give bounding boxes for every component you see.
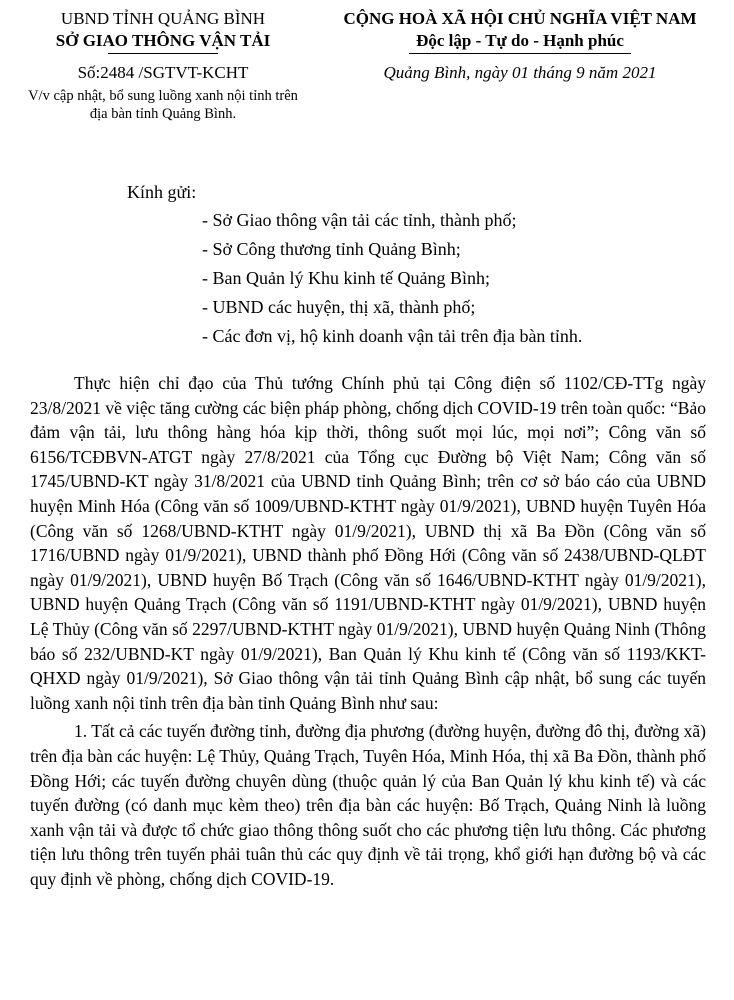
motto-underline bbox=[409, 53, 631, 54]
recipient-item: - Ban Quản lý Khu kinh tế Quảng Bình; bbox=[202, 268, 490, 288]
national-motto: Độc lập - Tự do - Hạnh phúc bbox=[416, 31, 624, 50]
document-number: Số:2484 /SGTVT-KCHT bbox=[77, 63, 249, 82]
recipient-item: - Các đơn vị, hộ kinh doanh vận tải trên địa bàn tỉnh. bbox=[202, 326, 583, 346]
document-body bbox=[30, 371, 706, 891]
body-paragraph-2: 1. Tất cả các tuyến đường tỉnh, đường địa phương (đường huyện, đường đô thị, đường xã) trên địa bàn các huyện: Lệ Thủy, Quảng Trạch, Tuyên Hóa, Minh Hóa, thị xã Ba Đồn, thành phố Đồng Hới; các tuyến đường chuyên dùng (thuộc quản lý của Ban Quản lý khu kinh tế) và các tuyến đường (có danh mục kèm theo) trên địa bàn các huyện: Bố Trạch, Quảng Ninh là luồng xanh vận tải và được tổ chức giao thông thông suốt cho các phương tiện lưu thông. Các phương tiện lưu thông trên tuyến phải tuân thủ các quy định về tải trọng, khổ giới hạn đường bộ và các quy định về phòng, chống dịch COVID-19. bbox=[30, 721, 706, 889]
recipient-item: - Sở Giao thông vận tải các tỉnh, thành phố; bbox=[202, 210, 517, 230]
issuer-org: SỞ GIAO THÔNG VẬN TẢI bbox=[55, 31, 271, 50]
document-subject: V/v cập nhật, bổ sung luồng xanh nội tỉnh trên địa bàn tỉnh Quảng Bình. bbox=[28, 88, 298, 122]
salutation: Kính gửi: bbox=[127, 182, 197, 202]
issuer-header bbox=[18, 8, 308, 123]
recipient-list bbox=[202, 206, 582, 351]
document-date: Quảng Bình, ngày 01 tháng 9 năm 2021 bbox=[383, 63, 657, 82]
recipient-item: - UBND các huyện, thị xã, thành phố; bbox=[202, 297, 476, 317]
national-header bbox=[320, 8, 720, 84]
body-paragraph-1: Thực hiện chỉ đạo của Thủ tướng Chính phủ tại Công điện số 1102/CĐ-TTg ngày 23/8/2021 về việc tăng cường các biện pháp phòng, chống dịch COVID-19 trên toàn quốc: “Bảo đảm vận tải, lưu thông hàng hóa kịp thời, thông suốt mọi lúc, mọi nơi”; Công văn số 6156/TCĐBVN-ATGT ngày 27/8/2021 của Tổng cục Đường bộ Việt Nam; Công văn số 1745/UBND-KT ngày 31/8/2021 của UBND tỉnh Quảng Bình; trên cơ sở báo cáo của UBND huyện Minh Hóa (Công văn số 1009/UBND-KTHT ngày 01/9/2021), UBND huyện Tuyên Hóa (Công văn số 1268/UBND-KTHT ngày 01/9/2021), UBND thị xã Ba Đồn (Công văn số 1716/UBND ngày 01/9/2021), UBND thành phố Đồng Hới (Công văn số 2438/UBND-QLĐT ngày 01/9/2021), UBND huyện Bố Trạch (Công văn số 1646/UBND-KTHT ngày 01/9/2021), UBND huyện Quảng Trạch (Công văn số 1191/UBND-KTHT ngày 01/9/2021), UBND huyện Lệ Thủy (Công văn số 2297/UBND-KTHT ngày 01/9/2021), UBND huyện Quảng Ninh (Thông báo số 232/UBND-KT ngày 01/9/2021), Ban Quản lý Khu kinh tế (Công văn số 1193/KKT-QHXD ngày 01/9/2021), Sở Giao thông vận tải tỉnh Quảng Bình cập nhật, bổ sung các tuyến luồng xanh nội tỉnh trên địa bàn tỉnh Quảng Bình như sau: bbox=[30, 373, 706, 713]
issuer-parent-org: UBND TỈNH QUẢNG BÌNH bbox=[60, 9, 266, 28]
recipient-item: - Sở Công thương tỉnh Quảng Bình; bbox=[202, 239, 461, 259]
issuer-underline bbox=[108, 53, 218, 54]
nation-title: CỘNG HOÀ XÃ HỘI CHỦ NGHĨA VIỆT NAM bbox=[343, 9, 697, 28]
